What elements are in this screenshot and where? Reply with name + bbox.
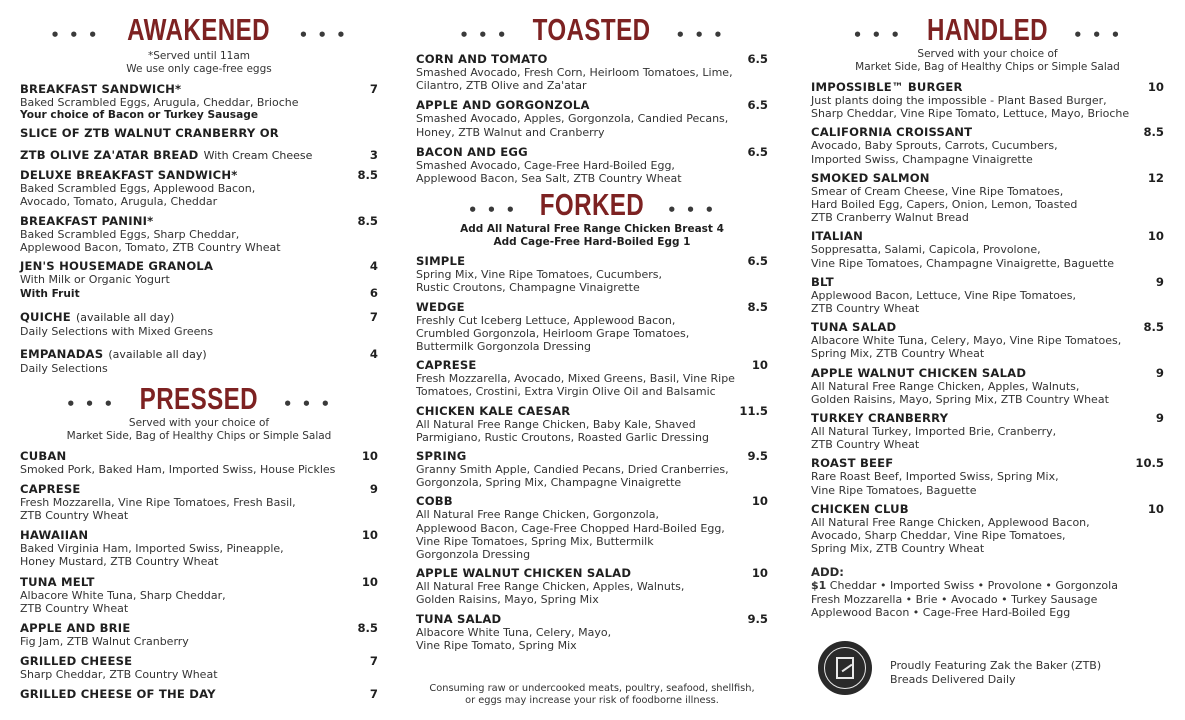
item-name: CALIFORNIA CROISSANT — [811, 125, 973, 140]
item-name: DELUXE BREAKFAST SANDWICH* — [20, 168, 238, 183]
item-name: BLT — [811, 274, 834, 289]
food-safety-disclaimer: Consuming raw or undercooked meats, poultry, seafood, shellfish, or eggs may increase your risk of foodborne illness. — [429, 683, 755, 706]
item-price: 6.5 — [747, 144, 768, 159]
item-name: APPLE AND BRIE — [20, 621, 131, 636]
item-description: Granny Smith Apple, Candied Pecans, Dried Cranberries, Gorgonzola, Spring Mix, Champagne Vinaigrette — [416, 463, 729, 490]
item-name: BACON AND EGG — [416, 144, 528, 159]
menu-item — [416, 358, 768, 398]
item-price: 9 — [369, 481, 378, 496]
item-price: 8.5 — [357, 213, 378, 228]
item-name: TUNA SALAD — [416, 611, 502, 626]
menu-item — [416, 145, 768, 185]
menu-item — [20, 654, 378, 681]
item-description: Rare Roast Beef, Imported Swiss, Spring Mix, Vine Ripe Tomatoes, Baguette — [811, 470, 1059, 497]
item-description: Albacore White Tuna, Celery, Mayo, Vine Ripe Tomato, Spring Mix — [416, 625, 612, 652]
ornament-dots: • • • — [50, 26, 100, 44]
item-price: 10 — [1147, 80, 1164, 94]
item-name: CHICKEN KALE CAESAR — [416, 403, 571, 418]
pressed-subtitle-2: Market Side, Bag of Healthy Chips or Simple Salad — [66, 429, 332, 442]
item-price: 9 — [1155, 274, 1164, 289]
item-description: All Natural Free Range Chicken, Apples, Walnuts, Golden Raisins, Mayo, Spring Mix, ZTB Country Wheat — [811, 379, 1109, 406]
column-middle — [416, 0, 768, 652]
item-description: All Natural Free Range Chicken, Apples, Walnuts, Golden Raisins, Mayo, Spring Mix — [416, 580, 685, 607]
handled-header — [811, 12, 1164, 48]
item-name: JEN'S HOUSEMADE GRANOLA — [20, 259, 214, 274]
item-description: Baked Scrambled Eggs, Applewood Bacon, Avocado, Tomato, Arugula, Cheddar — [20, 182, 256, 209]
handled-subtitle-2: Market Side, Bag of Healthy Chips or Simple Salad — [855, 61, 1120, 73]
add-ons-label: ADD: — [811, 565, 844, 580]
ornament-dots: • • • — [467, 201, 518, 220]
handled-subtitle-1: Served with your choice of — [917, 48, 1058, 60]
item-name: GRILLED CHEESE — [20, 654, 133, 669]
menu-item — [811, 411, 1164, 451]
section-title-pressed: PRESSED — [139, 380, 259, 416]
ornament-dots: • • • — [65, 394, 116, 413]
item-price: 8.5 — [1143, 125, 1164, 140]
item-description: Smoked Pork, Baked Ham, Imported Swiss, House Pickles — [20, 462, 336, 476]
item-price: 11.5 — [739, 403, 768, 418]
item-name: APPLE WALNUT CHICKEN SALAD — [416, 566, 632, 581]
add-ons-line-2: Fresh Mozzarella • Brie • Avocado • Turkey Sausage — [811, 592, 1098, 606]
item-description: Baked Scrambled Eggs, Sharp Cheddar, Applewood Bacon, Tomato, ZTB Country Wheat — [20, 227, 281, 254]
ornament-dots: • • • — [675, 26, 725, 44]
item-price: 9 — [1155, 365, 1164, 380]
item-name: ROAST BEEF — [811, 456, 894, 471]
item-price: 7 — [369, 310, 378, 325]
item-name: SMOKED SALMON — [811, 170, 930, 185]
add-ons-line-3: Applewood Bacon • Cage-Free Hard-Boiled Egg — [811, 605, 1071, 619]
item-price: 4 — [369, 259, 378, 274]
item-name: GRILLED CHEESE OF THE DAY — [20, 687, 216, 702]
item-name: CHICKEN CLUB — [811, 501, 909, 516]
pressed-header — [20, 381, 378, 417]
item-name: ITALIAN — [811, 229, 864, 244]
item-name: CORN AND TOMATO — [416, 52, 548, 66]
menu-item — [811, 80, 1164, 120]
item-description: Smashed Avocado, Fresh Corn, Heirloom Tomatoes, Lime, Cilantro, ZTB Olive and Za'atar — [416, 66, 733, 93]
item-description: Applewood Bacon, Lettuce, Vine Ripe Tomatoes, ZTB Country Wheat — [811, 288, 1076, 316]
item-name: BREAKFAST PANINI* — [20, 213, 154, 228]
ztb-featuring — [890, 659, 1101, 687]
forked-header — [416, 187, 768, 223]
item-price: 6.5 — [747, 254, 768, 269]
item-price: 10 — [751, 494, 768, 509]
item-name: TURKEY CRANBERRY — [811, 411, 949, 426]
item-price: 9.5 — [747, 449, 768, 464]
menu-item — [20, 482, 378, 522]
item-price: 6.5 — [747, 52, 768, 66]
item-price: 10.5 — [1135, 456, 1164, 471]
item-name: CAPRESE — [416, 358, 477, 373]
item-description: Baked Virginia Ham, Imported Swiss, Pineapple, Honey Mustard, ZTB Country Wheat — [20, 542, 284, 569]
menu-item — [20, 126, 378, 163]
menu-item — [416, 254, 768, 294]
item-price: 8.5 — [747, 299, 768, 314]
menu-item — [20, 449, 378, 476]
column-left — [20, 0, 378, 701]
menu-item — [20, 214, 378, 254]
item-name: CUBAN — [20, 448, 67, 463]
item-price: 12 — [1147, 170, 1164, 185]
item-description: With Milk or Organic Yogurt — [20, 273, 170, 287]
menu-item — [416, 98, 768, 138]
item-price: 10 — [751, 358, 768, 373]
ornament-dots: • • • — [459, 26, 509, 44]
menu-item — [416, 566, 768, 606]
ornament-dots: • • • — [298, 26, 348, 44]
item-description: All Natural Turkey, Imported Brie, Cranberry, ZTB Country Wheat — [811, 425, 1057, 452]
item-price: 10 — [751, 566, 768, 581]
item-description: Albacore White Tuna, Sharp Cheddar, ZTB Country Wheat — [20, 588, 226, 615]
zak-the-baker-logo — [818, 641, 872, 695]
menu-item — [20, 621, 378, 648]
menu-item — [811, 320, 1164, 360]
menu-item — [811, 171, 1164, 225]
item-note: (available all day) — [108, 348, 207, 362]
item-description: Smashed Avocado, Apples, Gorgonzola, Candied Pecans, Honey, ZTB Walnut and Cranberry — [416, 112, 729, 139]
item-name: HAWAIIAN — [20, 528, 89, 543]
item-name: APPLE WALNUT CHICKEN SALAD — [811, 365, 1027, 380]
add-ons — [811, 565, 1164, 619]
item-price: 3 — [369, 148, 378, 163]
item-description: Daily Selections with Mixed Greens — [20, 325, 214, 339]
forked-addon-2: Add Cage-Free Hard-Boiled Egg 1 — [493, 235, 691, 248]
awakened-header — [20, 12, 378, 48]
item-description: Fig Jam, ZTB Walnut Cranberry — [20, 635, 189, 649]
item-price: 4 — [369, 347, 378, 362]
menu-item — [811, 125, 1164, 165]
menu-item — [416, 494, 768, 561]
menu-item — [416, 300, 768, 354]
item-description: Fresh Mozzarella, Avocado, Mixed Greens, Basil, Vine Ripe Tomatoes, Crostini, Extra Virgin Olive Oil and Balsamic — [416, 372, 735, 399]
ornament-dots: • • • — [282, 394, 333, 413]
menu-item — [20, 82, 378, 121]
item-price: 7 — [369, 687, 378, 702]
menu-item — [20, 168, 378, 208]
item-price: 9 — [1155, 411, 1164, 426]
item-note: (available all day) — [76, 311, 175, 325]
add-ons-line-1: Cheddar • Imported Swiss • Provolone • Gorgonzola — [826, 579, 1118, 593]
item-description: Sharp Cheddar, ZTB Country Wheat — [20, 668, 218, 682]
item-description: Soppresatta, Salami, Capicola, Provolone, Vine Ripe Tomatoes, Champagne Vinaigrette, Baguette — [811, 243, 1115, 270]
item-description: Albacore White Tuna, Celery, Mayo, Vine Ripe Tomatoes, Spring Mix, ZTB Country Wheat — [811, 334, 1122, 361]
item-name: IMPOSSIBLE™ BURGER — [811, 80, 963, 94]
item-description: All Natural Free Range Chicken, Baby Kale, Shaved Parmigiano, Rustic Croutons, Roasted Garlic Dressing — [416, 417, 709, 444]
section-title-awakened: AWAKENED — [127, 12, 271, 47]
menu-item — [416, 612, 768, 652]
item-price: 6.5 — [747, 98, 768, 113]
item-extra: With Fruit — [20, 288, 80, 301]
item-name-line-2: ZTB OLIVE ZA'ATAR BREAD — [20, 148, 199, 163]
item-name: TUNA MELT — [20, 574, 95, 589]
item-description: Freshly Cut Iceberg Lettuce, Applewood Bacon, Crumbled Gorgonzola, Heirloom Grape Tomatoes, Buttermilk Gorgonzola Dressing — [416, 313, 690, 354]
awakened-subtitle-1: *Served until 11am — [148, 50, 250, 62]
item-name: CAPRESE — [20, 481, 81, 496]
column-right — [811, 0, 1164, 619]
item-name: SPRING — [416, 449, 467, 464]
menu-item — [20, 343, 378, 375]
menu-item — [20, 306, 378, 338]
item-description: All Natural Free Range Chicken, Gorgonzola, Applewood Bacon, Cage-Free Chopped Hard-Boiled Egg, Vine Ripe Tomatoes, Spring Mix, Buttermilk Gorgonzola Dressing — [416, 508, 725, 562]
item-name: QUICHE — [20, 310, 71, 325]
section-title-toasted: TOASTED — [533, 12, 651, 47]
awakened-subtitle-2: We use only cage-free eggs — [126, 63, 272, 75]
item-description: Spring Mix, Vine Ripe Tomatoes, Cucumbers, Rustic Croutons, Champagne Vinaigrette — [416, 268, 663, 295]
item-price: 10 — [1147, 229, 1164, 244]
menu-item — [811, 502, 1164, 556]
item-price: 10 — [361, 528, 378, 543]
item-name: BREAKFAST SANDWICH* — [20, 82, 182, 96]
item-extra-price: 6 — [369, 286, 378, 301]
toasted-header — [416, 12, 768, 48]
menu-item — [20, 528, 378, 568]
section-title-handled: HANDLED — [927, 12, 1048, 47]
logo-z-mark — [836, 657, 854, 679]
featuring-line-2: Breads Delivered Daily — [890, 673, 1016, 686]
menu-item — [416, 449, 768, 489]
menu-item — [811, 275, 1164, 315]
item-price: 10 — [361, 448, 378, 463]
menu-item — [416, 404, 768, 444]
item-description: Avocado, Baby Sprouts, Carrots, Cucumbers, Imported Swiss, Champagne Vinaigrette — [811, 139, 1058, 166]
item-description: Baked Scrambled Eggs, Arugula, Cheddar, Brioche — [20, 96, 299, 109]
pressed-subtitle-1: Served with your choice of — [128, 416, 270, 429]
item-name: WEDGE — [416, 299, 465, 314]
item-price: 10 — [1147, 501, 1164, 516]
forked-addon-1: Add All Natural Free Range Chicken Breast 4 — [460, 223, 724, 236]
item-price: 7 — [369, 654, 378, 669]
featuring-line-1: Proudly Featuring Zak the Baker (ZTB) — [890, 659, 1102, 672]
item-price: 9.5 — [747, 611, 768, 626]
item-description: Daily Selections — [20, 362, 108, 376]
item-description: Smashed Avocado, Cage-Free Hard-Boiled Egg, Applewood Bacon, Sea Salt, ZTB Country Wheat — [416, 158, 682, 186]
menu-item — [20, 687, 378, 701]
menu-item — [20, 575, 378, 615]
menu-item — [811, 366, 1164, 406]
item-description: All Natural Free Range Chicken, Applewood Bacon, Avocado, Sharp Cheddar, Vine Ripe Tomatoes, Spring Mix, ZTB Country Wheat — [811, 515, 1090, 556]
menu-item — [20, 259, 378, 300]
item-name: SIMPLE — [416, 254, 466, 269]
add-ons-price: $1 — [811, 579, 827, 593]
ornament-dots: • • • — [666, 201, 717, 220]
item-description: Fresh Mozzarella, Vine Ripe Tomatoes, Fresh Basil, ZTB Country Wheat — [20, 495, 296, 523]
item-price: 8.5 — [1143, 320, 1164, 335]
section-title-forked: FORKED — [539, 187, 645, 223]
ornament-dots: • • • — [852, 26, 902, 44]
item-price: 10 — [361, 574, 378, 589]
item-name: EMPANADAS — [20, 347, 104, 362]
item-description: Just plants doing the impossible - Plant Based Burger, Sharp Cheddar, Vine Ripe Tomato, Lettuce, Mayo, Brioche — [811, 94, 1130, 121]
item-name: TUNA SALAD — [811, 320, 897, 335]
menu-item — [811, 229, 1164, 269]
item-price: 8.5 — [357, 168, 378, 183]
item-description: Smear of Cream Cheese, Vine Ripe Tomatoes, Hard Boiled Egg, Capers, Onion, Lemon, Toasted ZTB Cranberry Walnut Bread — [811, 184, 1078, 225]
item-price: 7 — [369, 82, 378, 96]
item-name: SLICE OF ZTB WALNUT CRANBERRY OR — [20, 126, 279, 141]
ornament-dots: • • • — [1073, 26, 1123, 44]
item-extra: Your choice of Bacon or Turkey Sausage — [20, 109, 259, 122]
menu-item — [416, 52, 768, 92]
item-price: 8.5 — [357, 621, 378, 636]
menu-item — [811, 456, 1164, 496]
item-name: APPLE AND GORGONZOLA — [416, 98, 590, 113]
item-name: COBB — [416, 494, 453, 509]
item-note: With Cream Cheese — [203, 149, 313, 163]
